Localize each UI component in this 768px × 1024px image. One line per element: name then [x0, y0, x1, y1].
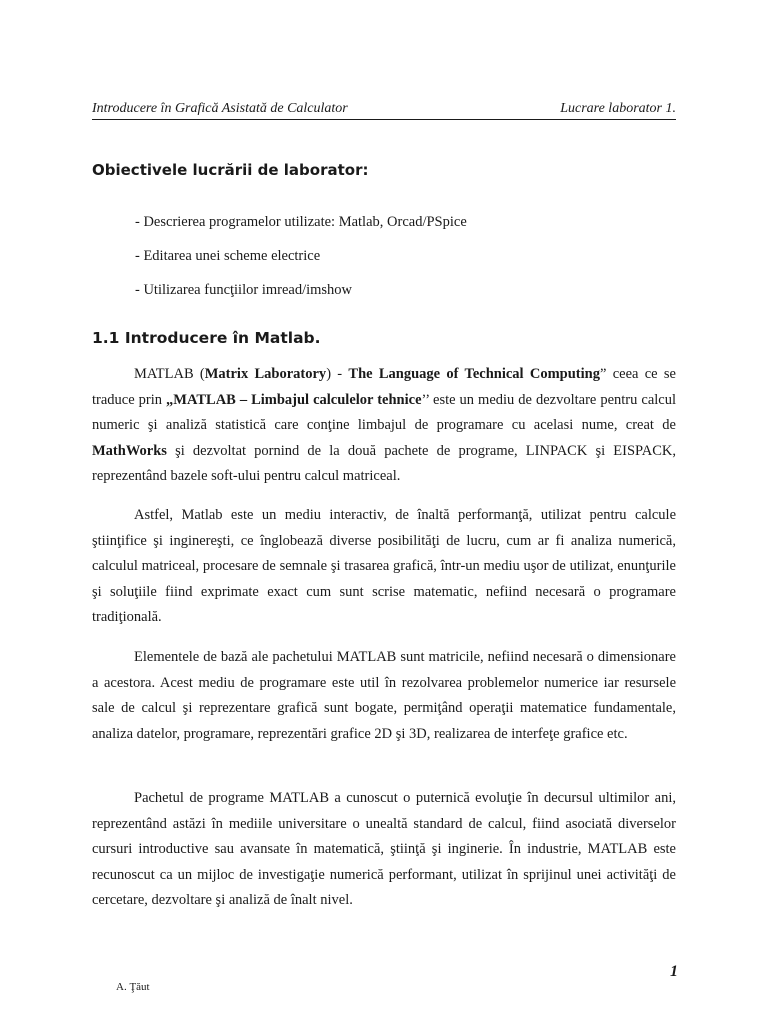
p1-text-2: ) - [326, 366, 349, 382]
objective-item: - Descrierea programelor utilizate: Matlab, Orcad/PSpice [135, 214, 467, 230]
p1-bold-matrix-laboratory: Matrix Laboratory [204, 366, 327, 382]
p1-bold-language: The Language of Technical Computing [348, 366, 600, 382]
header-lab-title: Lucrare laborator 1. [560, 101, 676, 116]
page-number: 1 [670, 963, 678, 980]
footer-author: A. Ţăut [116, 981, 150, 993]
paragraph-matlab-definition [92, 362, 676, 490]
p1-text-5: şi dezvoltat pornind de la două pachete de programe, LINPACK şi EISPACK, reprezentând bazele soft-ului pentru calcul matriceal. [92, 442, 676, 485]
header-course-title: Introducere în Grafică Asistată de Calculator [92, 101, 348, 116]
p1-text-3: ” ceea ce se traduce prin [92, 366, 676, 408]
objectives-heading: Obiectivele lucrării de laborator: [92, 161, 369, 179]
paragraph-evolution: Pachetul de programe MATLAB a cunoscut o puternică evoluţie în decursul ultimilor ani, reprezentând astăzi în mediile universitare o unealtă standard de calcul, fiind asociată diverselor cursuri introductive sau avansate în matematică, ştiinţă şi inginerie. În industrie, MATLAB este recunoscut ca un mijloc de investigaţie numerică performant, utilizat în sprijinul unei activităţi de cercetare, dezvoltare şi analiză de înalt nivel. [92, 790, 676, 909]
running-header [92, 100, 676, 120]
p1-text-4: ’’ este un mediu de dezvoltare pentru calcul numeric şi analiză statistică care conţine limbajul de programare cu acelasi nume, creat de [92, 391, 676, 434]
paragraph-basic-elements: Elementele de bază ale pachetului MATLAB sunt matricile, nefiind necesară o dimensionare a acestora. Acest mediu de programare este util în rezolvarea problemelor numerice iar resursele sale de calcul şi reprezentare grafică sunt bogate, permiţând operaţii matematice fundamentale, analiza datelor, programare, reprezentări grafice 2D şi 3D, realizarea de interfeţe grafice etc. [92, 649, 676, 742]
objective-item: - Utilizarea funcţiilor imread/imshow [135, 282, 353, 298]
p1-bold-limbajul: „MATLAB – Limbajul calculelor tehnice [166, 391, 422, 408]
objective-item: - Editarea unei scheme electrice [135, 248, 321, 264]
p1-bold-mathworks: MathWorks [92, 442, 167, 459]
section-heading-matlab: 1.1 Introducere în Matlab. [92, 329, 321, 347]
p1-text-1: MATLAB ( [134, 366, 205, 382]
paragraph-interactive-environment: Astfel, Matlab este un mediu interactiv, de înaltă performanţă, utilizat pentru calcule ştiinţifice şi inginereşti, ce înglobează diverse posibilităţi de lucru, cum ar fi analiza numerică, calculul matriceal, procesare de semnale şi trasarea grafică, într-un mediu uşor de utilizat, enunţurile şi soluţiile fiind exprimate exact cum sunt scrise matematic, nefiind necesară o programare tradiţională. [92, 507, 676, 626]
